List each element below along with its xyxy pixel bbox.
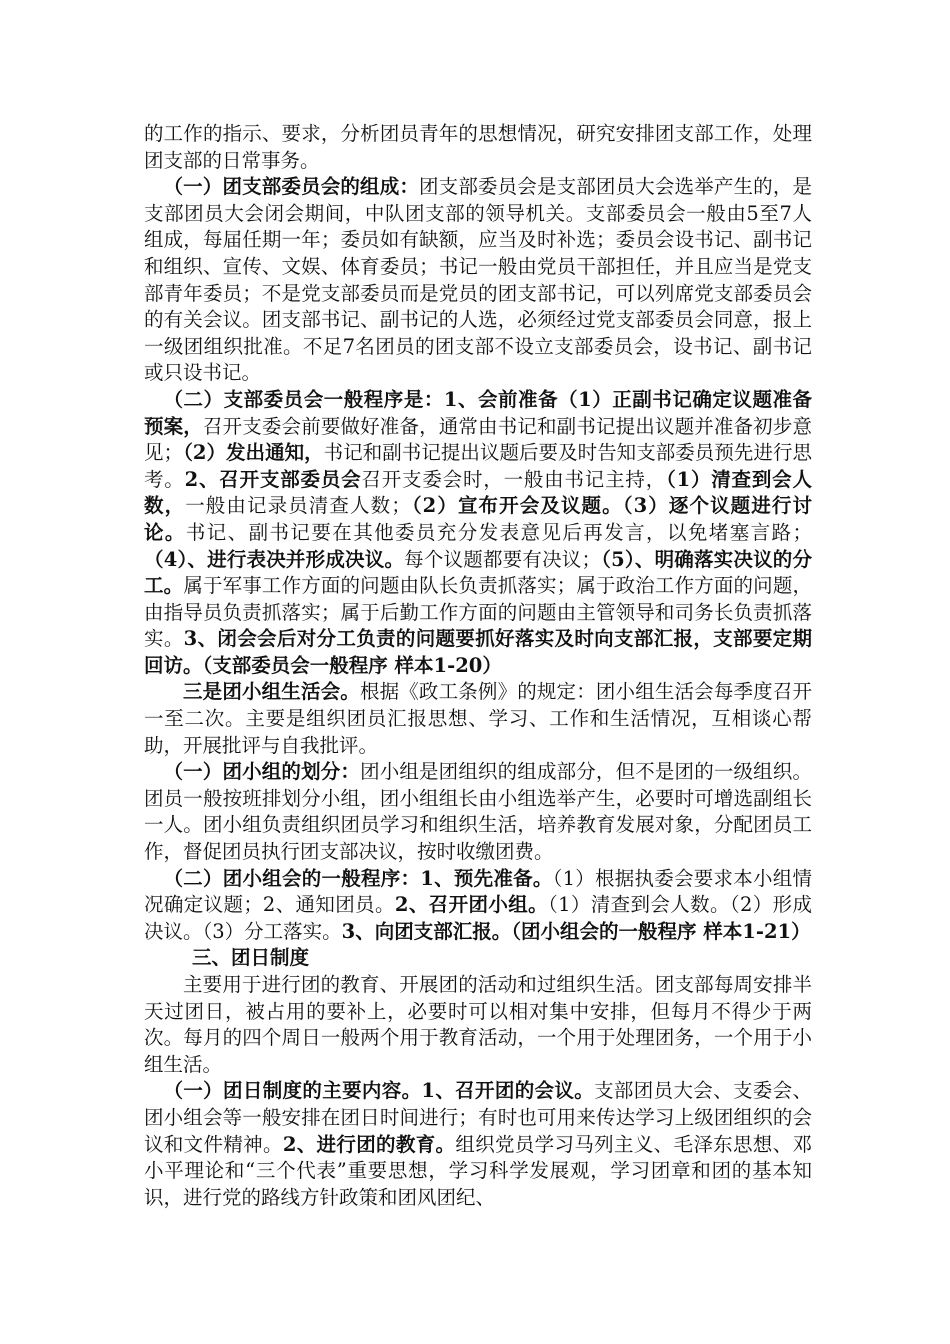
bold-segment: （2）发出通知， [183, 441, 324, 465]
paragraph-committee-composition [144, 174, 812, 387]
bold-segment: 3、闭会会后对分工负责的问题要抓好落实及时向支部汇报，支部要定期回访。（支部委员会一般程序 样本1-20） [144, 627, 812, 677]
document-page [144, 121, 812, 1211]
paragraph-committee-procedure [144, 387, 812, 680]
section-lead: （一）团支部委员会的组成： [163, 175, 420, 199]
bold-segment: 3、向团支部汇报。（团小组会的一般程序 样本1-21） [341, 919, 811, 943]
section-lead: （一）团日制度的主要内容。1、召开团的会议。 [163, 1079, 595, 1103]
text-segment: 的工作的指示、要求，分析团员青年的思想情况，研究安排团支部工作，处理团支部的日常事务。 [144, 122, 812, 172]
section-lead: （二）团小组会的一般程序：1、预先准备。 [163, 866, 553, 890]
bold-segment: 2、召开支部委员会 [184, 467, 362, 491]
paragraph-continuation [144, 121, 812, 174]
section-lead: （二）支部委员会一般程序是：1、会前准备（1）正副书记确定议题准备预案， [144, 387, 812, 438]
bold-segment: （4）、进行表决并形成决议。 [144, 547, 405, 571]
text-segment: 团支部委员会是支部团员大会选举产生的，是支部团员大会闭会期间，中队团支部的领导机关。支部委员会一般由5至7人组成，每届任期一年；委员如有缺额，应当及时补选；委员会设书记、副书记和组织、宣传、文娱、体育委员；书记一般由党员干部担任，并且应当是党支部青年委员；不是党支部委员而是党员的团支部书记，可以列席党支部委员会的有关会议。团支部书记、副书记的人选，必须经过党支部委员会同意，报上一级团组织批准。不足7名团员的团支部不设立支部委员会，设书记、副书记或只设书记。 [144, 175, 812, 385]
bold-segment: 2、进行团的教育。 [282, 1132, 456, 1156]
text-segment: 召开支委会前要做好准备，通常由书记和副书记提出议题并准备初步意见； [144, 414, 812, 465]
text-segment: 组织党员学习马列主义、毛泽东思想、邓小平理论和“三个代表”重要思想，学习科学发展观，学习团章和团的基本知识，进行党的路线方针政策和团风团纪、 [144, 1132, 812, 1209]
text-segment: （1）根据执委会要求本小组情况确定议题；2、通知团员。 [144, 866, 812, 917]
text-segment: 团小组是团组织的组成部分，但不是团的一级组织。团员一般按班排划分小组，团小组组长由小组选举产生，必要时可增选副组长一人。团小组负责组织团员学习和组织生活，培养教育发展对象，分配团员工作，督促团员执行团支部决议，按时收缴团费。 [144, 760, 812, 864]
text-segment: 主要用于进行团的教育、开展团的活动和过组织生活。团支部每周安排半天过团日，被占用的要补上，必要时可以相对集中安排，但每月不得少于两次。每月的四个周日一般两个用于教育活动，一个用于处理团务，一个用于小组生活。 [144, 973, 812, 1076]
section-lead: （一）团小组的划分： [163, 760, 361, 784]
paragraph-group-meeting [144, 679, 812, 759]
paragraph-league-day-content [144, 1078, 812, 1211]
text-segment: 书记、副书记要在其他委员充分发表意见后再发言，以免堵塞言路； [185, 520, 812, 544]
paragraph-group-procedure [144, 866, 812, 946]
text-segment: 书记和副书记提出议题后要及时告知支部委员预先进行思考。 [144, 441, 812, 491]
text-segment: 召开支委会时，一般由书记主持， [361, 467, 667, 491]
bold-segment: 2、召开团小组。 [394, 893, 548, 917]
text-segment: 根据《政工条例》的规定：团小组生活会每季度召开一至二次。主要是组织团员汇报思想、学习、工作和生活情况，互相谈心帮助，开展批评与自我批评。 [144, 680, 812, 757]
section-lead: 三是团小组生活会。 [183, 680, 360, 704]
section-heading: 三、团日制度 [192, 946, 310, 970]
bold-segment: （5）、明确落实决议的分工。 [144, 547, 812, 598]
bold-segment: （1）清查到会人数， [144, 467, 812, 518]
paragraph-group-division [144, 759, 812, 865]
text-segment: 属于军事工作方面的问题由队长负责抓落实；属于政治工作方面的问题，由指导员负责抓落实；属于后勤工作方面的问题由主管领导和司务长负责抓落实。 [144, 574, 812, 651]
bold-segment: （2）宣布开会及议题。（3）逐个议题进行讨论。 [144, 494, 812, 544]
text-segment: 支部团员大会、支委会、团小组会等一般安排在团日时间进行；有时也可用来传达学习上级团组织的会议和文件精神。 [144, 1079, 812, 1156]
text-segment: 每个议题都要有决议； [404, 547, 601, 571]
text-segment: （1）清查到会人数。（2）形成决议。（3）分工落实。 [144, 893, 812, 943]
text-segment: 一般由记录员清查人数； [185, 494, 411, 518]
paragraph-league-day-intro [144, 972, 812, 1078]
